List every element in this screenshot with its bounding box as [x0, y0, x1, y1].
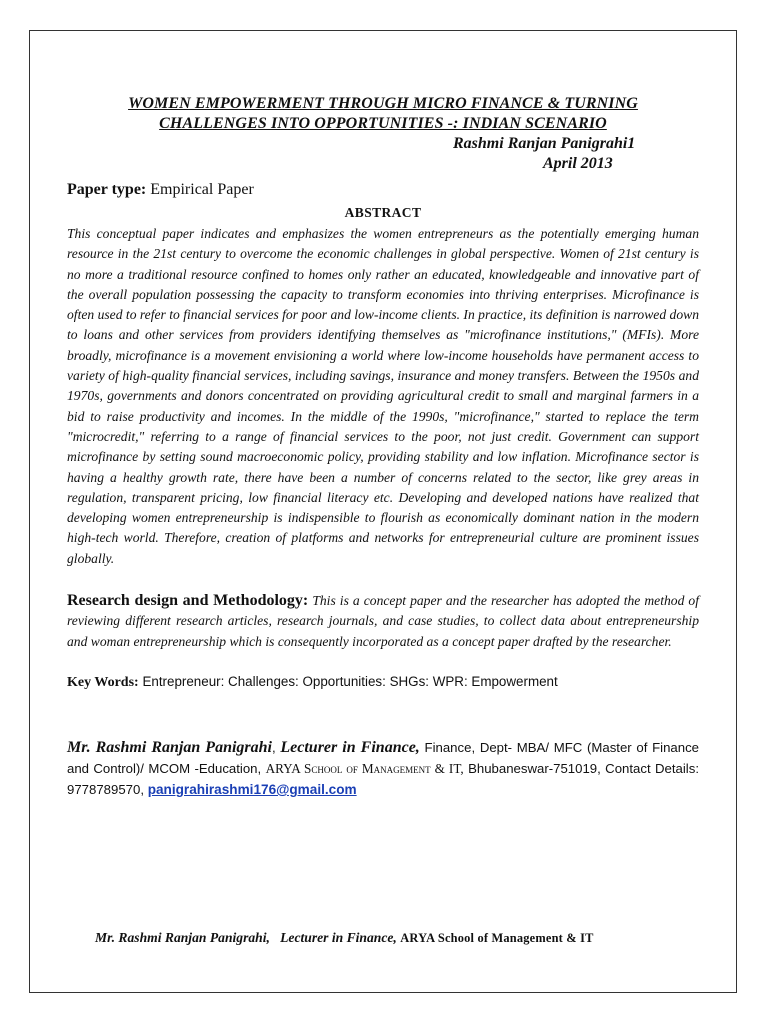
author-affiliation: Mr. Rashmi Ranjan Panigrahi, Lecturer in Finance, Finance, Dept- MBA/ MFC (Master of Finance and Control)/ MCOM -Education, ARYA School of Management & IT, Bhubaneswar-751019, Contact Details: 9778789570, panigrahirashmi176@gmail.com — [67, 738, 700, 797]
research-design-label: Research design and Methodology: — [67, 592, 309, 610]
footer-school: ARYA School of Management & IT — [400, 931, 594, 945]
abstract-text: This conceptual paper indicates and emphasizes the women entrepreneurs as the potentially emerging human resource in the 21st century to overcome the economic challenges in global perspective. Women of 21st century is no more a traditional resource confined to homes only rather an educated, knowledgeable and innovative part of the overall population possessing the capacity to transform economies into thriving enterprises. Microfinance is often used to refer to financial services for poor and low-income clients. In practice, its definition is narrowed down to loans and other services from providers identifying themselves as "microfinance institutions," (MFIs). More broadly, microfinance is a movement envisioning a world where low-income households have permanent access to variety of high-quality financial services, including savings, insurance and money transfers. Between the 1950s and 1970s, governments and donors concentrated on providing agricultural credit to small and marginal farmers in a bid to raise productivity and incomes. In the middle of the 1990s, "microfinance," started to replace the term "microcredit," referring to a range of financial services to the poor, not just credit. Government can support microfinance by setting sound macroeconomic policy, providing stability and low inflation. Microfinance sector is having a healthy growth rate, there have been a number of concerns related to the sector, like grey areas in regulation, transparent pricing, low financial literacy etc. Developing and developed nations have realized that developing women entrepreneurship is indispensible to flourish as economically dominant nation in the modern high-tech world. Therefore, creation of platforms and networks for entrepreneurial culture are prominent issues globally. — [67, 226, 699, 566]
title-line-2: CHALLENGES INTO OPPORTUNITIES -: INDIAN SCENARIO — [159, 115, 607, 132]
affiliation-role: Lecturer in Finance, — [280, 738, 420, 756]
research-design-section — [67, 591, 699, 652]
affiliation-address: Bhubaneswar-751019, Contact Details: 9778789570, — [67, 760, 699, 797]
email-link[interactable]: panigrahirashmi176@gmail.com — [147, 781, 357, 797]
affiliation-name: Mr. Rashmi Ranjan Panigrahi — [67, 738, 272, 756]
page-footer: Mr. Rashmi Ranjan Panigrahi, Lecturer in Finance, ARYA School of Management & IT — [95, 930, 594, 945]
title-line-1: WOMEN EMPOWERMENT THROUGH MICRO FINANCE & TURNING — [128, 95, 638, 112]
paper-type — [67, 180, 699, 200]
research-design-text: This is a concept paper and the researcher has adopted the method of reviewing different research articles, research journals, and case studies, to collect data about entrepreneurship and woman entrepreneurship which is consequently incorporated as a concept paper drafted by the researcher. — [67, 593, 700, 649]
author-name: Rashmi Ranjan Panigrahi1 — [453, 135, 636, 152]
abstract-heading: ABSTRACT — [344, 205, 422, 220]
publication-date: April 2013 — [543, 155, 613, 172]
keywords — [67, 672, 699, 693]
paper-type-label: Paper type: — [67, 181, 147, 198]
footer-role: Lecturer in Finance — [280, 930, 394, 945]
keywords-label: Key Words: — [67, 674, 139, 690]
footer-name: Mr. Rashmi Ranjan Panigrahi, — [95, 930, 270, 945]
keywords-text: Entrepreneur: Challenges: Opportunities: SHGs: WPR: Empowerment — [142, 673, 558, 689]
affiliation-school: ARYA School of Management & IT, — [265, 760, 464, 776]
paper-title — [67, 94, 699, 134]
paper-body — [67, 94, 699, 800]
affiliation-dept: Finance, Dept- MBA/ MFC (Master of Finance and Control)/ MCOM -Education, — [67, 739, 700, 776]
paper-type-value: Empirical Paper — [150, 181, 254, 198]
